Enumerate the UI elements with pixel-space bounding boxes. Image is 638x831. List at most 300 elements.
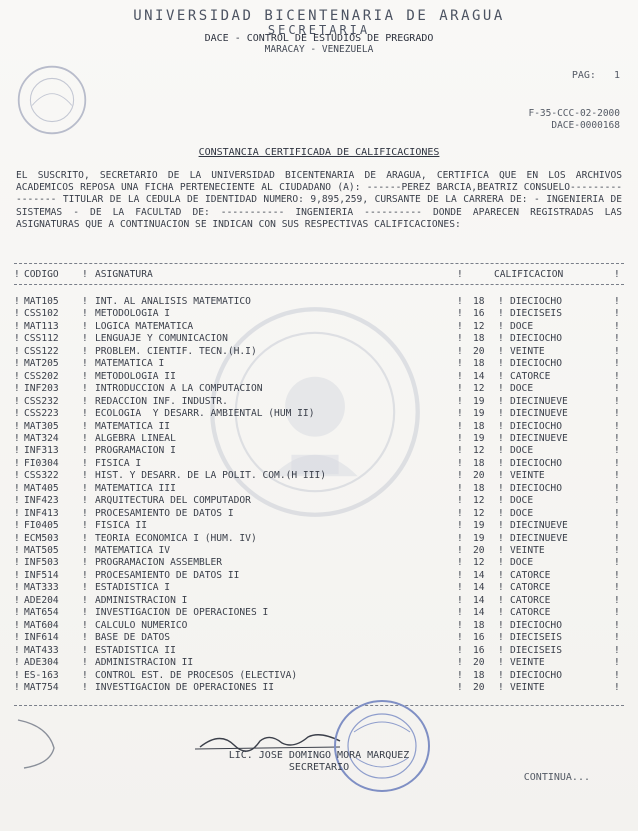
row-grade-words: CATORCE [510,582,551,594]
column-separator: ! [498,308,504,320]
column-separator: ! [498,482,504,494]
row-grade: 14 [473,582,485,594]
row-subject: HIST. Y DESARR. DE LA POLIT. COM.(H III) [95,470,327,482]
row-subject: PROBLEM. CIENTIF. TECN.(H.I) [95,345,257,357]
row-code: ECM503 [24,532,59,544]
table-row [0,483,638,495]
row-grade: 18 [473,358,485,370]
row-code: MAT754 [24,681,59,693]
table-row [0,533,638,545]
row-grade-words: DIECIOCHO [510,420,562,432]
row-code: MAT604 [24,619,59,631]
column-separator: ! [14,420,20,432]
column-separator: ! [14,320,20,332]
column-separator: ! [14,582,20,594]
column-separator: ! [82,345,88,357]
row-subject: BASE DE DATOS [95,632,171,644]
column-separator: ! [614,482,620,494]
row-grade-words: VEINTE [510,657,545,669]
column-separator: ! [614,569,620,581]
column-separator: ! [614,607,620,619]
column-separator: ! [457,681,463,693]
row-code: INF203 [24,383,59,395]
table-row [0,308,638,320]
row-grade: 19 [473,395,485,407]
column-separator: ! [82,383,88,395]
column-separator: ! [614,395,620,407]
row-grade-words: DIECISEIS [510,308,562,320]
row-subject: MATEMATICA I [95,358,165,370]
row-code: MAT505 [24,545,59,556]
row-grade-words: DIECIOCHO [510,482,562,494]
column-separator: ! [498,432,504,444]
column-separator: ! [498,532,504,544]
round-stamp-left [16,64,88,136]
column-separator: ! [614,644,620,656]
round-stamp-right [332,698,432,794]
table-row [0,296,638,308]
row-subject: REDACCION INF. INDUSTR. [95,395,228,407]
column-separator: ! [14,345,20,357]
column-separator: ! [498,296,504,307]
column-separator: ! [14,383,20,395]
table-row [0,383,638,395]
column-separator: ! [82,457,88,469]
column-separator: ! [498,408,504,420]
row-code: INF503 [24,557,59,569]
row-grade-words: DIECINUEVE [510,408,568,420]
row-grade: 20 [473,657,485,669]
row-grade: 19 [473,532,485,544]
column-separator: ! [614,308,620,320]
column-separator: ! [14,432,20,444]
row-grade-words: VEINTE [510,545,545,556]
row-grade: 18 [473,296,485,307]
column-separator: ! [498,507,504,519]
column-separator: ! [498,358,504,370]
column-separator: ! [614,545,620,556]
column-separator: ! [82,594,88,606]
column-separator: ! [457,383,463,395]
row-grade: 12 [473,557,485,569]
column-separator: ! [14,457,20,469]
column-separator: ! [614,383,620,395]
column-separator: ! [457,482,463,494]
row-subject: LENGUAJE Y COMUNICACION [95,333,228,345]
column-separator: ! [82,557,88,569]
row-grade: 16 [473,632,485,644]
column-separator: ! [457,532,463,544]
row-subject: PROCESAMIENTO DE DATOS I [95,507,234,519]
row-grade: 18 [473,669,485,681]
column-separator: ! [614,681,620,693]
column-separator: ! [614,632,620,644]
row-grade: 20 [473,545,485,556]
row-grade: 19 [473,432,485,444]
row-subject: METODOLOGIA I [95,308,171,320]
column-separator: ! [457,420,463,432]
column-separator: ! [457,507,463,519]
column-separator: ! [498,495,504,507]
page-number: PAG: 1 [571,70,620,81]
header-grade: CALIFICACION [494,269,564,280]
column-separator: ! [457,296,463,307]
row-subject: ESTADISTICA I [95,582,171,594]
table-row [0,333,638,345]
row-grade: 18 [473,619,485,631]
header-code: CODIGO [24,269,59,280]
column-separator: ! [82,296,88,307]
table-row [0,582,638,594]
column-separator: ! [82,482,88,494]
column-separator: ! [14,296,20,307]
row-grade: 12 [473,445,485,457]
row-code: CSS202 [24,370,59,382]
column-separator: ! [82,632,88,644]
table-row [0,570,638,582]
column-separator: ! [498,644,504,656]
signer-role: SECRETARIO [288,762,350,773]
column-separator: ! [14,495,20,507]
column-separator: ! [498,370,504,382]
column-separator: ! [82,495,88,507]
column-separator: ! [82,358,88,370]
row-code: FI0405 [24,520,59,532]
column-separator: ! [498,669,504,681]
document-title: CONSTANCIA CERTIFICADA DE CALIFICACIONES [198,147,440,158]
table-header-row: ! CODIGO ! ASIGNATURA ! CALIFICACION ! [14,269,620,280]
column-separator: ! [82,569,88,581]
row-code: MAT305 [24,420,59,432]
row-grade: 14 [473,607,485,619]
column-separator: ! [457,594,463,606]
table-row [0,358,638,370]
table-row [0,408,638,420]
column-separator: ! [82,395,88,407]
column-separator: ! [14,594,20,606]
row-grade: 18 [473,457,485,469]
column-separator: ! [498,657,504,669]
column-separator: ! [14,358,20,370]
table-header-rule [14,284,624,285]
row-code: MAT654 [24,607,59,619]
column-separator: ! [14,482,20,494]
row-subject: MATEMATICA III [95,482,176,494]
row-code: INF514 [24,569,59,581]
table-row [0,545,638,557]
column-separator: ! [14,681,20,693]
column-separator: ! [14,395,20,407]
table-row [0,607,638,619]
table-top-rule [14,263,624,264]
column-separator: ! [14,532,20,544]
row-grade-words: CATORCE [510,370,551,382]
table-row [0,371,638,383]
row-grade: 20 [473,681,485,693]
row-grade-words: DIECINUEVE [510,395,568,407]
row-grade-words: VEINTE [510,470,545,482]
column-separator: ! [457,445,463,457]
row-grade-words: DIECIOCHO [510,296,562,307]
column-separator: ! [614,320,620,332]
row-code: ES-163 [24,669,59,681]
row-subject: PROGRAMACION ASSEMBLER [95,557,223,569]
table-row [0,620,638,632]
row-code: INF423 [24,495,59,507]
column-separator: ! [457,333,463,345]
column-separator: ! [457,308,463,320]
row-code: CSS112 [24,333,59,345]
table-row [0,632,638,644]
row-grade: 20 [473,345,485,357]
column-separator: ! [82,333,88,345]
row-subject: ADMINISTRACION I [95,594,188,606]
column-separator: ! [82,681,88,693]
row-grade: 19 [473,520,485,532]
column-separator: ! [457,669,463,681]
row-grade-words: CATORCE [510,569,551,581]
column-separator: ! [498,320,504,332]
column-separator: ! [498,457,504,469]
column-separator: ! [82,545,88,556]
row-code: FI0304 [24,457,59,469]
column-separator: ! [14,333,20,345]
column-separator: ! [614,408,620,420]
row-grade-words: DOCE [510,495,534,507]
column-separator: ! [614,358,620,370]
row-code: CSS232 [24,395,59,407]
table-row [0,645,638,657]
column-separator: ! [457,569,463,581]
column-separator: ! [614,619,620,631]
column-separator: ! [457,395,463,407]
column-separator: ! [82,520,88,532]
column-separator: ! [457,408,463,420]
column-separator: ! [14,520,20,532]
row-grade-words: DIECINUEVE [510,532,568,544]
row-grade-words: CATORCE [510,594,551,606]
column-separator: ! [614,507,620,519]
table-row [0,433,638,445]
column-separator: ! [82,370,88,382]
table-row [0,458,638,470]
column-separator: ! [82,420,88,432]
office-name: SECRETARIA [267,23,371,37]
table-row [0,346,638,358]
row-grade: 14 [473,594,485,606]
column-separator: ! [614,470,620,482]
column-separator: ! [457,520,463,532]
certification-paragraph [16,170,622,231]
column-separator: ! [498,607,504,619]
row-subject: ESTADISTICA II [95,644,176,656]
row-grade: 12 [473,495,485,507]
row-grade-words: DOCE [510,445,534,457]
column-separator: ! [457,370,463,382]
column-separator: ! [82,582,88,594]
row-subject: LOGICA MATEMATICA [95,320,194,332]
row-subject: ADMINISTRACION II [95,657,194,669]
column-separator: ! [498,632,504,644]
column-separator: ! [614,557,620,569]
column-separator: ! [498,395,504,407]
column-separator: ! [614,432,620,444]
column-separator: ! [498,333,504,345]
row-subject: PROCESAMIENTO DE DATOS II [95,569,240,581]
row-code: ADE304 [24,657,59,669]
column-separator: ! [82,619,88,631]
row-code: MAT405 [24,482,59,494]
row-subject: INT. AL ANALISIS MATEMATICO [95,296,251,307]
column-separator: ! [614,594,620,606]
row-grade-words: DOCE [510,383,534,395]
column-separator: ! [614,669,620,681]
row-grade-words: CATORCE [510,607,551,619]
row-subject: METODOLOGIA II [95,370,176,382]
table-row [0,470,638,482]
row-grade-words: DIECIOCHO [510,333,562,345]
column-separator: ! [14,619,20,631]
row-subject: FISICA II [95,520,147,532]
column-separator: ! [82,308,88,320]
column-separator: ! [498,345,504,357]
row-grade: 20 [473,470,485,482]
row-grade: 19 [473,408,485,420]
table-row [0,445,638,457]
column-separator: ! [614,333,620,345]
continues-label: CONTINUA... [523,772,590,783]
row-grade-words: DIECIOCHO [510,619,562,631]
column-separator: ! [498,470,504,482]
header-subject: ASIGNATURA [95,269,153,280]
column-separator: ! [614,520,620,532]
row-grade: 18 [473,420,485,432]
certification-text: EL SUSCRITO, SECRETARIO DE LA UNIVERSIDAD BICENTENARIA DE ARAGUA, CERTIFICA QUE EN LOS ARCHIVOS ACADEMICOS REPOSA UNA FICHA PERTENECIENTE AL CIUDADANO (A): ------PEREZ BARCIA,BEATRIZ CONSUELO---------------- TITULAR DE LA CEDULA DE IDENTIDAD NUMERO: 9,895,259, CURSANTE DE LA CARRERA DE: - INGENIERIA DE SISTEMAS - DE LA FACULTAD DE: ----------- INGENIERIA ---------- DONDE APARECEN REGISTRADAS LAS ASIGNATURAS QUE A CONTINUACION SE INDICAN CON SUS RESPECTIVAS CALIFICACIONES: [16,170,622,230]
row-subject: ECOLOGIA Y DESARR. AMBIENTAL (HUM II) [95,408,315,420]
column-separator: ! [498,383,504,395]
row-code: MAT324 [24,432,59,444]
row-code: MAT205 [24,358,59,370]
column-separator: ! [14,308,20,320]
column-separator: ! [498,420,504,432]
row-grade-words: DOCE [510,320,534,332]
row-subject: MATEMATICA IV [95,545,171,556]
dace-reference: DACE-0000168 [551,120,620,131]
column-separator: ! [14,470,20,482]
row-grade: 14 [473,370,485,382]
row-grade-words: DIECINUEVE [510,432,568,444]
column-separator: ! [82,607,88,619]
table-row [0,557,638,569]
row-code: MAT113 [24,320,59,332]
column-separator: ! [82,445,88,457]
column-separator: ! [457,582,463,594]
row-grade-words: DIECISEIS [510,644,562,656]
column-separator: ! [14,569,20,581]
row-code: MAT333 [24,582,59,594]
column-separator: ! [82,657,88,669]
column-separator: ! [82,408,88,420]
column-separator: ! [457,470,463,482]
column-separator: ! [457,644,463,656]
column-separator: ! [14,507,20,519]
column-separator: ! [457,619,463,631]
row-grade: 16 [473,308,485,320]
column-separator: ! [14,644,20,656]
column-separator: ! [457,632,463,644]
row-subject: MATEMATICA II [95,420,171,432]
column-separator: ! [82,532,88,544]
column-separator: ! [614,457,620,469]
row-grade: 18 [473,482,485,494]
row-grade-words: DIECINUEVE [510,520,568,532]
university-name: UNIVERSIDAD BICENTENARIA DE ARAGUA [133,8,505,24]
column-separator: ! [82,644,88,656]
column-separator: ! [614,532,620,544]
column-separator: ! [457,495,463,507]
row-grade: 18 [473,333,485,345]
table-row [0,682,638,694]
row-code: CSS102 [24,308,59,320]
table-row [0,595,638,607]
column-separator: ! [498,594,504,606]
column-separator: ! [82,669,88,681]
row-grade: 12 [473,507,485,519]
column-separator: ! [614,296,620,307]
table-row [0,396,638,408]
column-separator: ! [614,657,620,669]
row-code: ADE204 [24,594,59,606]
column-separator: ! [14,545,20,556]
column-separator: ! [498,582,504,594]
column-separator: ! [498,681,504,693]
row-grade-words: DOCE [510,557,534,569]
column-separator: ! [14,669,20,681]
column-separator: ! [457,345,463,357]
column-separator: ! [14,445,20,457]
column-separator: ! [498,520,504,532]
city-name: MARACAY - VENEZUELA [264,44,374,55]
row-grade-words: VEINTE [510,345,545,357]
column-separator: ! [14,370,20,382]
column-separator: ! [14,607,20,619]
row-grade-words: DIECISEIS [510,632,562,644]
row-grade-words: DOCE [510,507,534,519]
row-grade-words: DIECIOCHO [510,457,562,469]
column-separator: ! [14,557,20,569]
table-row [0,520,638,532]
row-subject: FISICA I [95,457,142,469]
row-subject: ALGEBRA LINEAL [95,432,176,444]
column-separator: ! [14,632,20,644]
row-grade-words: DIECIOCHO [510,669,562,681]
column-separator: ! [498,545,504,556]
table-row [0,670,638,682]
row-grade: 14 [473,569,485,581]
row-grade: 12 [473,320,485,332]
table-row [0,321,638,333]
row-code: INF614 [24,632,59,644]
row-grade-words: DIECIOCHO [510,358,562,370]
row-subject: ARQUITECTURA DEL COMPUTADOR [95,495,251,507]
column-separator: ! [498,445,504,457]
row-grade: 12 [473,383,485,395]
column-separator: ! [457,545,463,556]
row-subject: INVESTIGACION DE OPERACIONES II [95,681,275,693]
column-separator: ! [457,320,463,332]
column-separator: ! [614,445,620,457]
row-code: MAT433 [24,644,59,656]
